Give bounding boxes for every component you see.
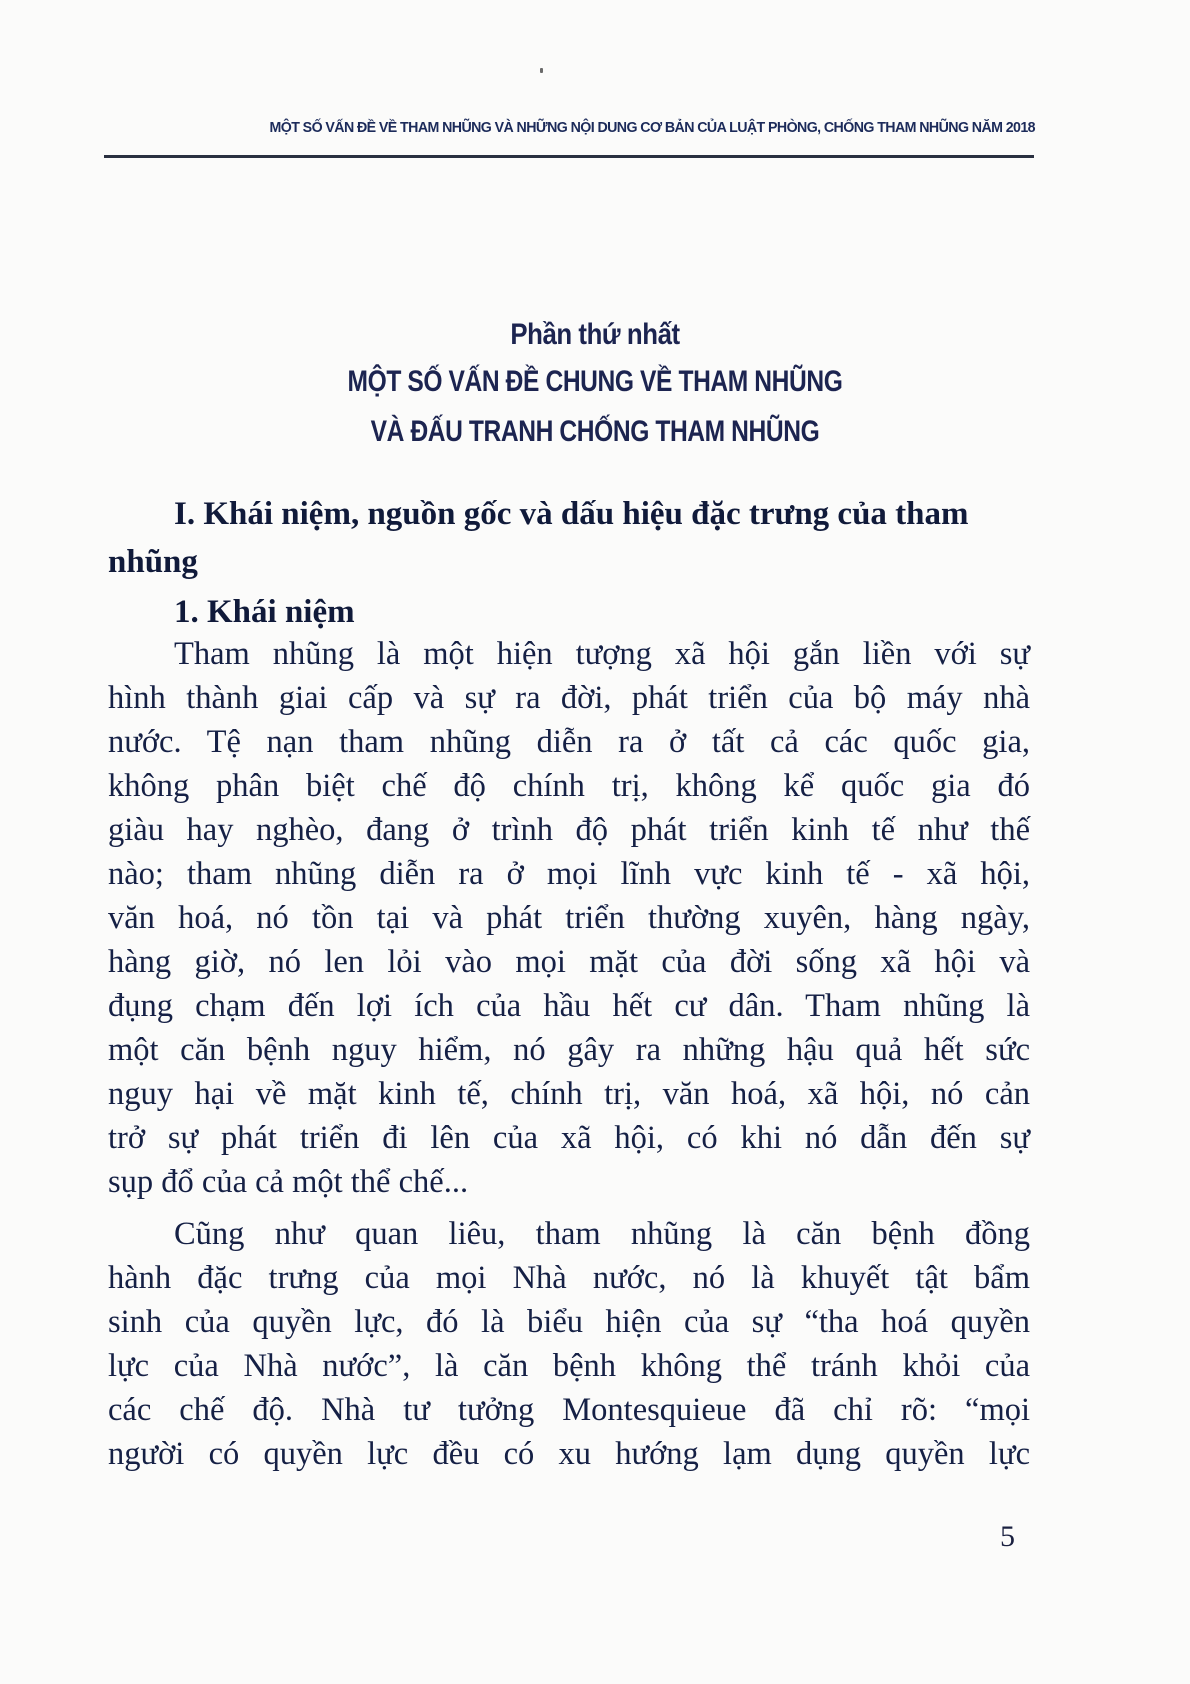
paragraph-line: sinh của quyền lực, đó là biểu hiện của sự “tha hoá quyền bbox=[108, 1304, 1030, 1340]
paragraph-line: giàu hay nghèo, đang ở trình độ phát triển kinh tế như thế bbox=[108, 812, 1030, 848]
paragraph-line: một căn bệnh nguy hiểm, nó gây ra những hậu quả hết sức bbox=[108, 1032, 1030, 1068]
paragraph-line: không phân biệt chế độ chính trị, không kể quốc gia đó bbox=[108, 768, 1030, 804]
paragraph-line: sụp đổ của cả một thể chế... bbox=[108, 1164, 469, 1200]
paragraph-line: văn hoá, nó tồn tại và phát triển thường xuyên, hàng ngày, bbox=[108, 900, 1030, 936]
paragraph-line: Cũng như quan liêu, tham nhũng là căn bệnh đồng bbox=[174, 1216, 1030, 1252]
page-number: 5 bbox=[1000, 1520, 1015, 1553]
paragraph-line: đụng chạm đến lợi ích của hầu hết cư dân. Tham nhũng là bbox=[108, 988, 1030, 1024]
paragraph-line: người có quyền lực đều có xu hướng lạm dụng quyền lực bbox=[108, 1436, 1030, 1472]
paragraph-line: nước. Tệ nạn tham nhũng diễn ra ở tất cả các quốc gia, bbox=[108, 724, 1030, 760]
paragraph-line: nào; tham nhũng diễn ra ở mọi lĩnh vực kinh tế - xã hội, bbox=[108, 856, 1030, 892]
paragraph-line: các chế độ. Nhà tư tưởng Montesquieue đã chỉ rõ: “mọi bbox=[108, 1392, 1030, 1428]
part-title-line-2: VÀ ĐẤU TRANH CHỐNG THAM NHŨNG bbox=[370, 415, 820, 448]
paragraph-line: lực của Nhà nước”, là căn bệnh không thể tránh khỏi của bbox=[108, 1348, 1030, 1384]
paragraph-line: nguy hại về mặt kinh tế, chính trị, văn hoá, xã hội, nó cản bbox=[108, 1076, 1030, 1112]
paragraph-line: hành đặc trưng của mọi Nhà nước, nó là khuyết tật bẩm bbox=[108, 1260, 1030, 1296]
section-heading: I. Khái niệm, nguồn gốc và dấu hiệu đặc trưng của tham nhũng bbox=[108, 496, 969, 580]
part-label: Phần thứ nhất bbox=[510, 318, 680, 351]
paragraph-line: hàng giờ, nó len lỏi vào mọi mặt của đời sống xã hội và bbox=[108, 944, 1030, 980]
paragraph-line: trở sự phát triển đi lên của xã hội, có khi nó dẫn đến sự bbox=[108, 1120, 1030, 1156]
header-rule bbox=[104, 155, 1034, 158]
running-header: MỘT SỐ VẤN ĐỀ VỀ THAM NHŨNG VÀ NHỮNG NỘI DUNG CƠ BẢN CỦA LUẬT PHÒNG, CHỐNG THAM NHŨNG NĂM 2018 bbox=[269, 120, 1035, 136]
part-title-block bbox=[0, 313, 1190, 457]
paragraph-line: Tham nhũng là một hiện tượng xã hội gắn liền với sự bbox=[174, 636, 1030, 672]
part-title-line-1: MỘT SỐ VẤN ĐỀ CHUNG VỀ THAM NHŨNG bbox=[347, 365, 843, 398]
scan-speck bbox=[540, 68, 543, 73]
paragraph-line: hình thành giai cấp và sự ra đời, phát triển của bộ máy nhà bbox=[108, 680, 1030, 716]
subsection-heading: 1. Khái niệm bbox=[174, 594, 355, 630]
